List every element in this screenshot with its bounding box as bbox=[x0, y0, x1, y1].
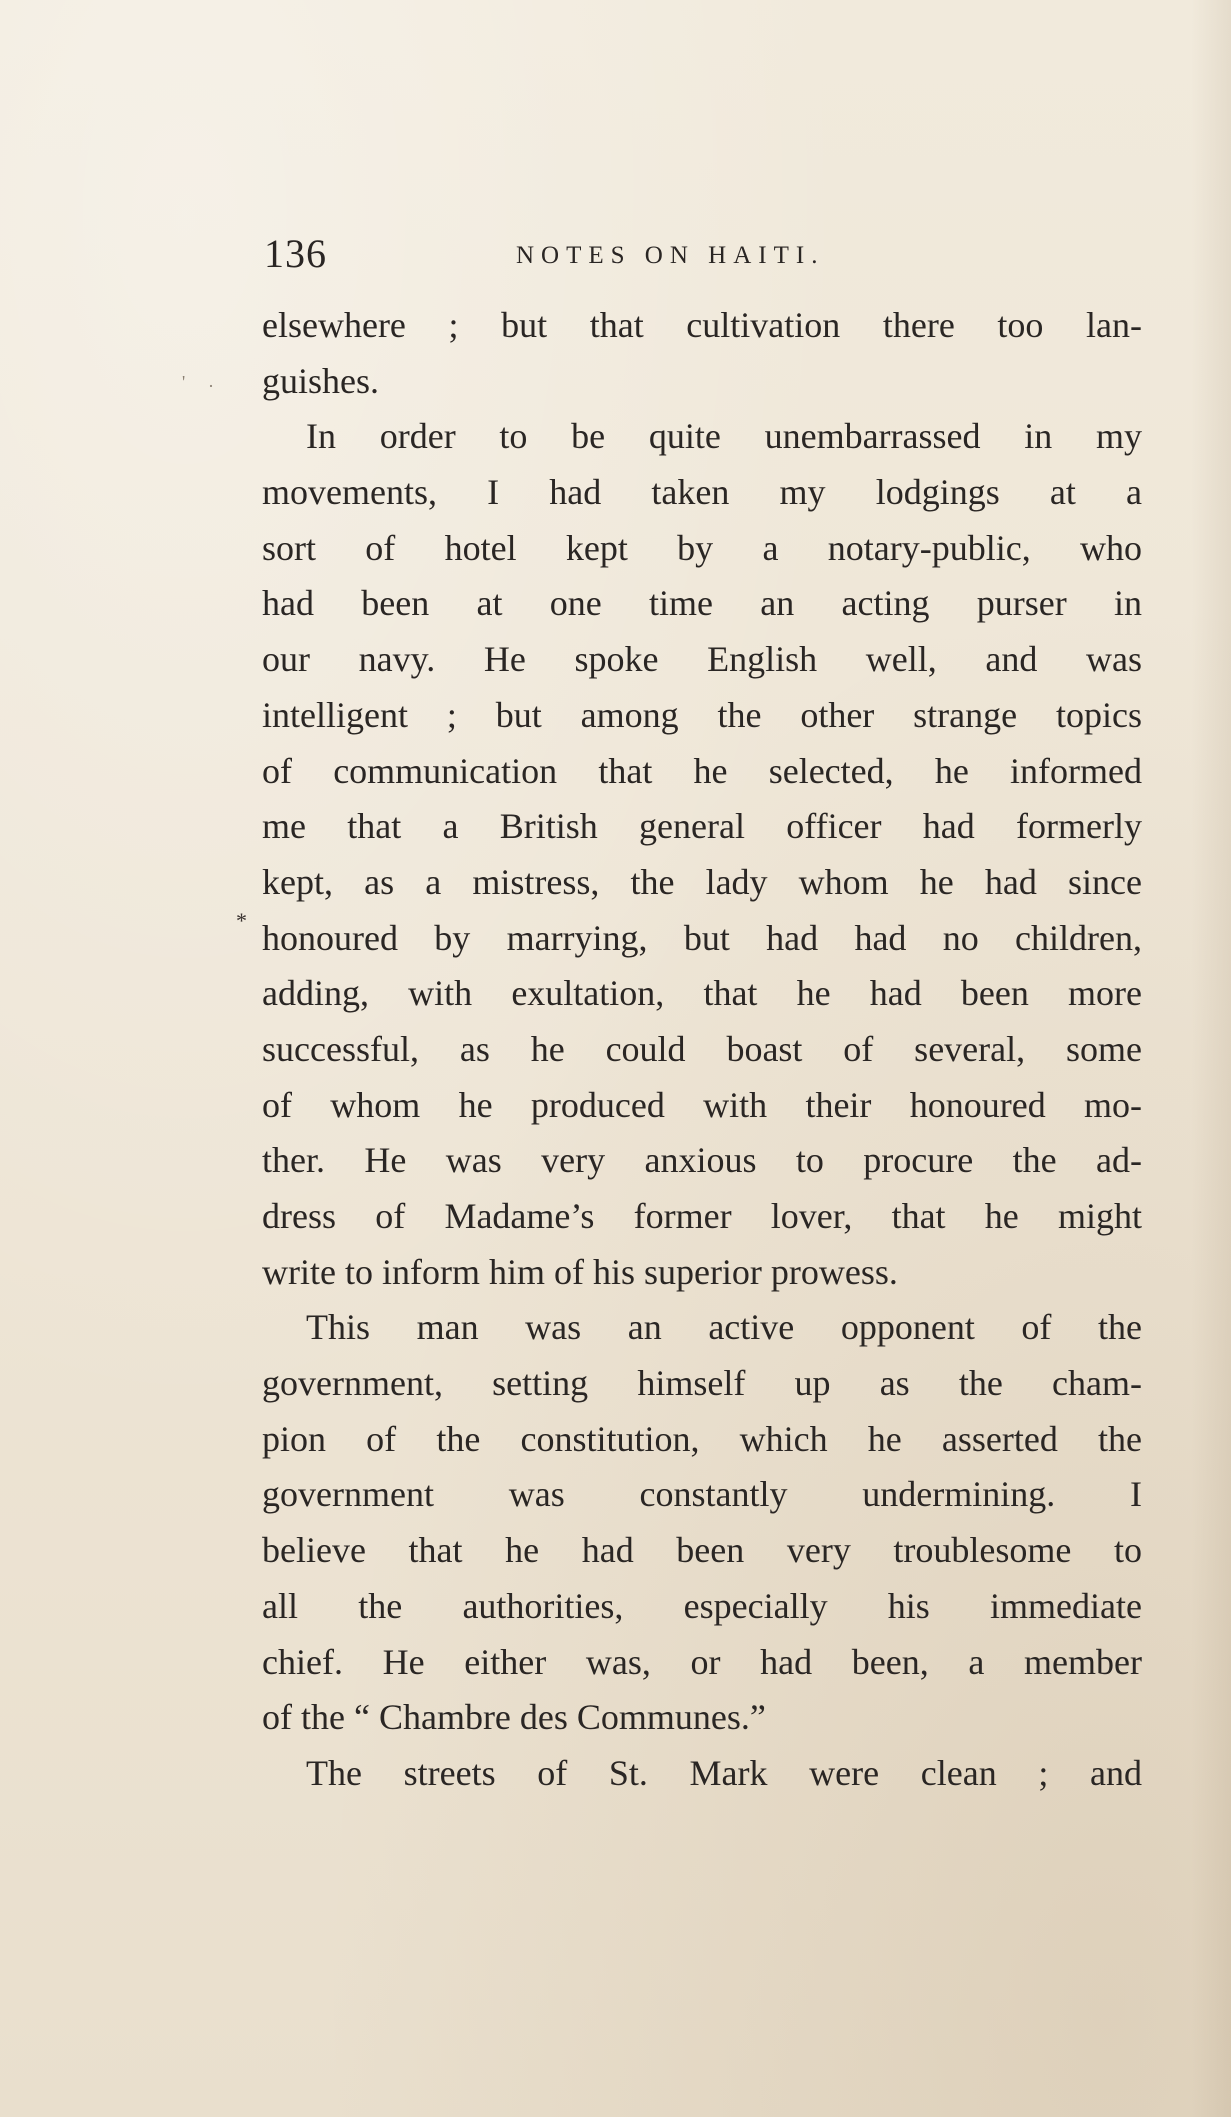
text-line: me that a British general officer had formerly bbox=[262, 806, 1142, 847]
text-line: successful, as he could boast of several, some bbox=[262, 1028, 1142, 1069]
page-header bbox=[264, 228, 1144, 280]
text-line: of whom he produced with their honoured mo- bbox=[262, 1084, 1142, 1125]
text-line: had been at one time an acting purser in bbox=[262, 583, 1142, 624]
paragraph-start-line: In order to be quite unembarrassed in my bbox=[306, 416, 1142, 457]
text-line: of communication that he selected, he informed bbox=[262, 750, 1142, 791]
text-line: our navy. He spoke English well, and was bbox=[262, 639, 1142, 680]
text-line: movements, I had taken my lodgings at a bbox=[262, 472, 1142, 513]
margin-dot-mark: · bbox=[208, 376, 214, 396]
text-line: believe that he had been very troublesome to bbox=[262, 1530, 1142, 1571]
text-line: government, setting himself up as the cham- bbox=[262, 1363, 1142, 1404]
body-text bbox=[262, 298, 1142, 1802]
page-number: 136 bbox=[264, 231, 327, 276]
paragraph-start-line: This man was an active opponent of the bbox=[306, 1307, 1142, 1348]
page-edge-shadow bbox=[1191, 0, 1231, 2117]
paragraph-start-line: The streets of St. Mark were clean ; and bbox=[306, 1752, 1142, 1793]
text-line: adding, with exultation, that he had been more bbox=[262, 973, 1142, 1014]
margin-tick-mark: ' bbox=[182, 372, 186, 392]
text-line: chief. He either was, or had been, a member bbox=[262, 1641, 1142, 1682]
text-line: guishes. bbox=[262, 360, 379, 401]
text-line: kept, as a mistress, the lady whom he had since bbox=[262, 861, 1142, 902]
text-line: of the “ Chambre des Communes.” bbox=[262, 1697, 766, 1738]
text-line: dress of Madame’s former lover, that he might bbox=[262, 1196, 1142, 1236]
text-line: pion of the constitution, which he asserted the bbox=[262, 1418, 1142, 1459]
text-line: ther. He was very anxious to procure the ad- bbox=[262, 1140, 1142, 1181]
text-line: intelligent ; but among the other strange topics bbox=[262, 694, 1142, 735]
text-line: elsewhere ; but that cultivation there too lan- bbox=[262, 305, 1142, 345]
text-line: sort of hotel kept by a notary-public, who bbox=[262, 527, 1142, 568]
text-line: write to inform him of his superior prowess. bbox=[262, 1251, 898, 1292]
margin-asterisk-mark: * bbox=[236, 908, 247, 933]
text-line: all the authorities, especially his immediate bbox=[262, 1585, 1142, 1626]
text-line: honoured by marrying, but had had no children, bbox=[262, 917, 1142, 958]
text-line: government was constantly undermining. I bbox=[262, 1474, 1142, 1515]
running-head: NOTES ON HAITI. bbox=[516, 242, 825, 269]
